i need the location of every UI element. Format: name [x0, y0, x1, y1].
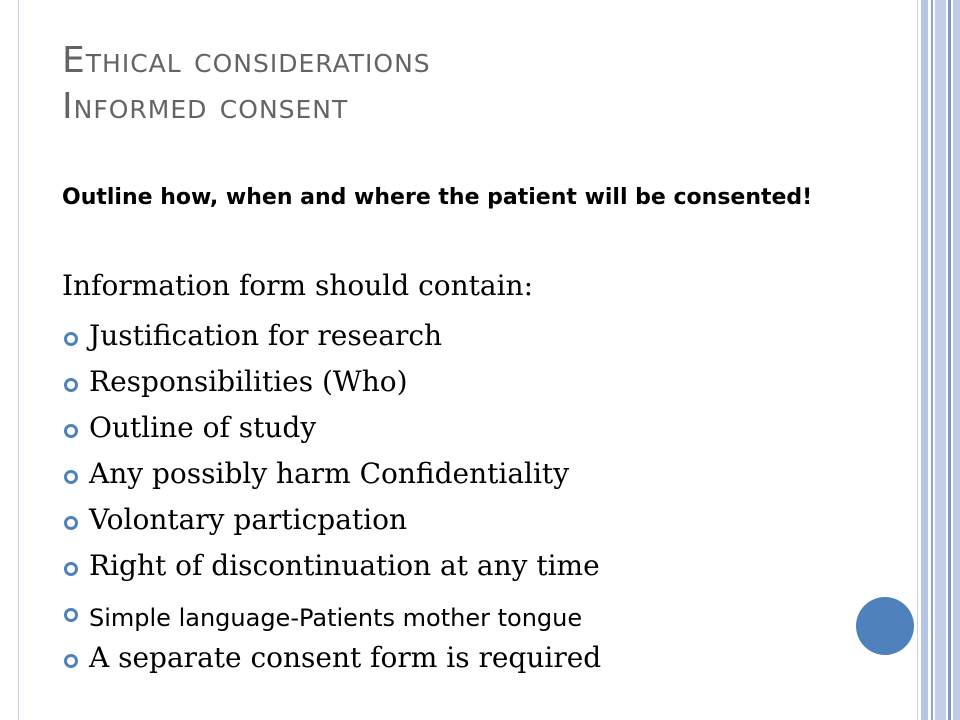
intro-text: Outline how, when and where the patient will be consented!: [62, 185, 813, 210]
bullet-text: Right of discontinuation at any time: [89, 549, 600, 582]
hollow-circle-bullet-icon: [64, 378, 78, 392]
bullet-text: A separate consent form is required: [89, 641, 602, 674]
bullet-text: Simple language-Patients mother tongue: [89, 604, 583, 632]
lead-text: Information form should contain:: [62, 269, 534, 302]
hollow-circle-bullet-icon: [64, 516, 78, 530]
frame-bar: [917, 0, 918, 720]
left-frame-line: [18, 0, 19, 720]
hollow-circle-bullet-icon: [64, 562, 78, 576]
bullet-text: Volontary particpation: [89, 503, 408, 536]
hollow-circle-bullet-icon: [64, 332, 78, 346]
frame-bar: [921, 0, 928, 720]
frame-bar: [948, 0, 951, 720]
bullet-text: Any possibly harm Confidentiality: [89, 457, 570, 490]
hollow-circle-bullet-icon: [64, 470, 78, 484]
hollow-circle-bullet-icon: [64, 654, 78, 668]
decorative-circle: [856, 597, 914, 655]
slide-title: [62, 38, 431, 130]
bullet-text: Outline of study: [89, 411, 317, 444]
title-line-1: Ethical considerations: [62, 40, 431, 81]
right-frame-bars: [917, 0, 960, 720]
frame-bar: [931, 0, 933, 720]
frame-bar: [953, 0, 960, 720]
title-line-2: Informed consent: [62, 86, 349, 127]
hollow-circle-bullet-icon: [64, 424, 78, 438]
frame-bar: [935, 0, 946, 720]
bullet-text: Justification for research: [89, 319, 443, 352]
bullet-text: Responsibilities (Who): [89, 365, 408, 398]
hollow-circle-bullet-icon: [64, 608, 78, 622]
